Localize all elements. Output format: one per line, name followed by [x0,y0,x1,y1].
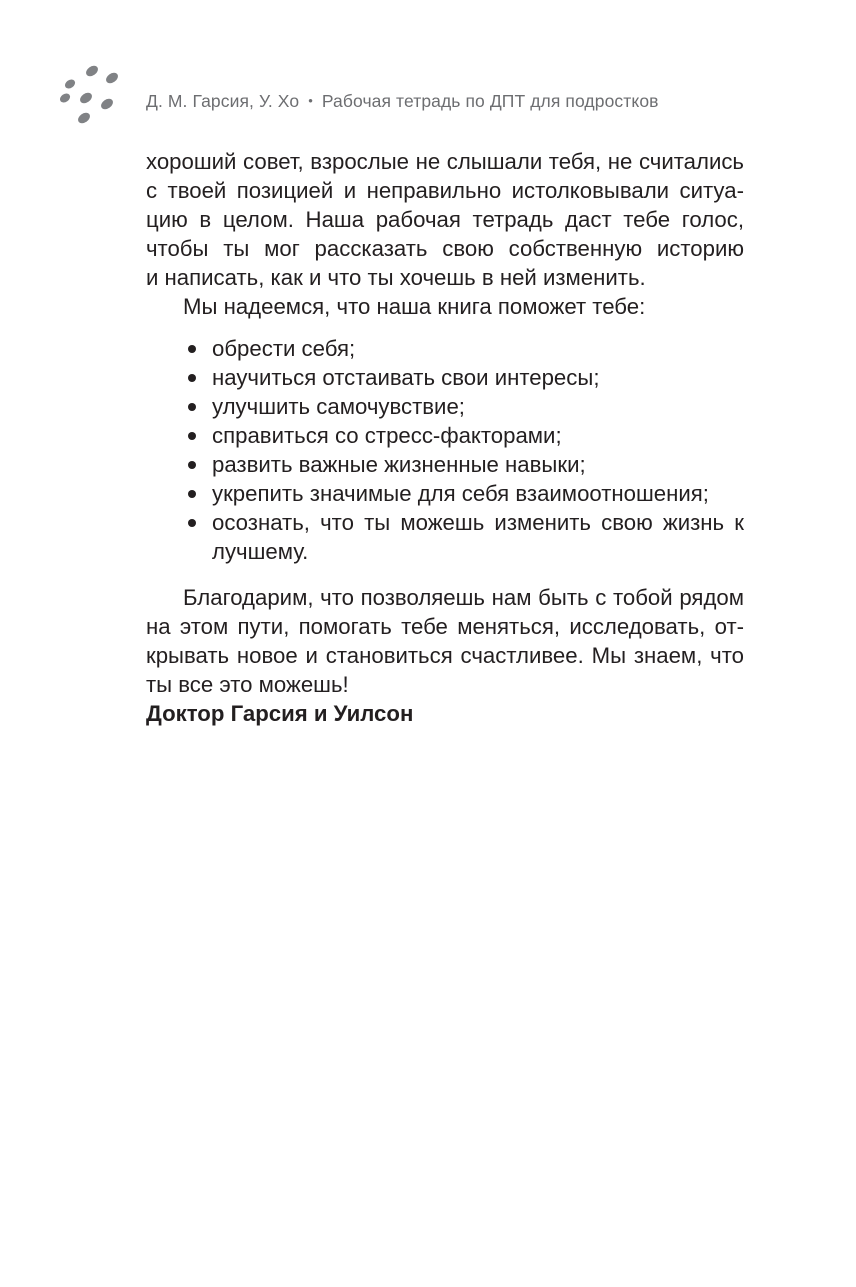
list-item-text: развить важные жизненные навыки; [212,452,586,477]
list-item [146,392,744,421]
text-line: крывать новое и становиться счастливее. Мы знаем, что [146,643,744,668]
paragraph-continued [146,147,744,292]
intro-sentence: Мы надеемся, что наша книга поможет тебе: [183,294,646,319]
list-item-text: обрести себя; [212,336,356,361]
bullet-icon [188,432,196,440]
text-line: с твоей позицией и неправильно истолковывали ситуа- [146,178,744,203]
bullet-icon [188,403,196,411]
text-line: Благодарим, что позволяешь нам быть с тобой рядом [183,585,744,610]
list-item-text: научиться отстаивать свои интересы; [212,365,600,390]
bullet-icon [188,490,196,498]
header-authors: Д. М. Гарсия, У. Хо [146,91,300,111]
hopes-list [146,334,744,566]
list-item-text: справиться со стресс-факторами; [212,423,562,448]
bullet-icon [188,461,196,469]
text-line: хороший совет, взрослые не слышали тебя, не считались [146,149,744,174]
bullet-icon [188,374,196,382]
list-item [146,363,744,392]
text-line: на этом пути, помогать тебе меняться, исследовать, от- [146,614,744,639]
list-item [146,334,744,363]
running-header [146,91,659,112]
signature: Доктор Гарсия и Уилсон [146,701,414,726]
header-separator: • [308,93,313,108]
list-item [146,479,744,508]
closing-paragraph [146,583,744,699]
text-line: и написать, как и что ты хочешь в ней изменить. [146,265,646,290]
header-title: Рабочая тетрадь по ДПТ для подростков [321,91,659,111]
list-item [146,421,744,450]
list-item [146,450,744,479]
text-line: чтобы ты мог рассказать свою собственную историю [146,236,744,261]
decorative-dots-icon [52,60,132,130]
text-line: ты все это можешь! [146,672,349,697]
list-item [146,508,744,566]
list-item-text: улучшить самочувствие; [212,394,465,419]
bullet-icon [188,519,196,527]
body-text [146,147,744,728]
list-item-text: укрепить значимые для себя взаимоотношения; [212,481,709,506]
text-line: цию в целом. Наша рабочая тетрадь даст тебе голос, [146,207,744,232]
bullet-icon [188,345,196,353]
list-item-text: осознать, что ты можешь изменить свою жизнь к лучшему. [212,510,744,564]
